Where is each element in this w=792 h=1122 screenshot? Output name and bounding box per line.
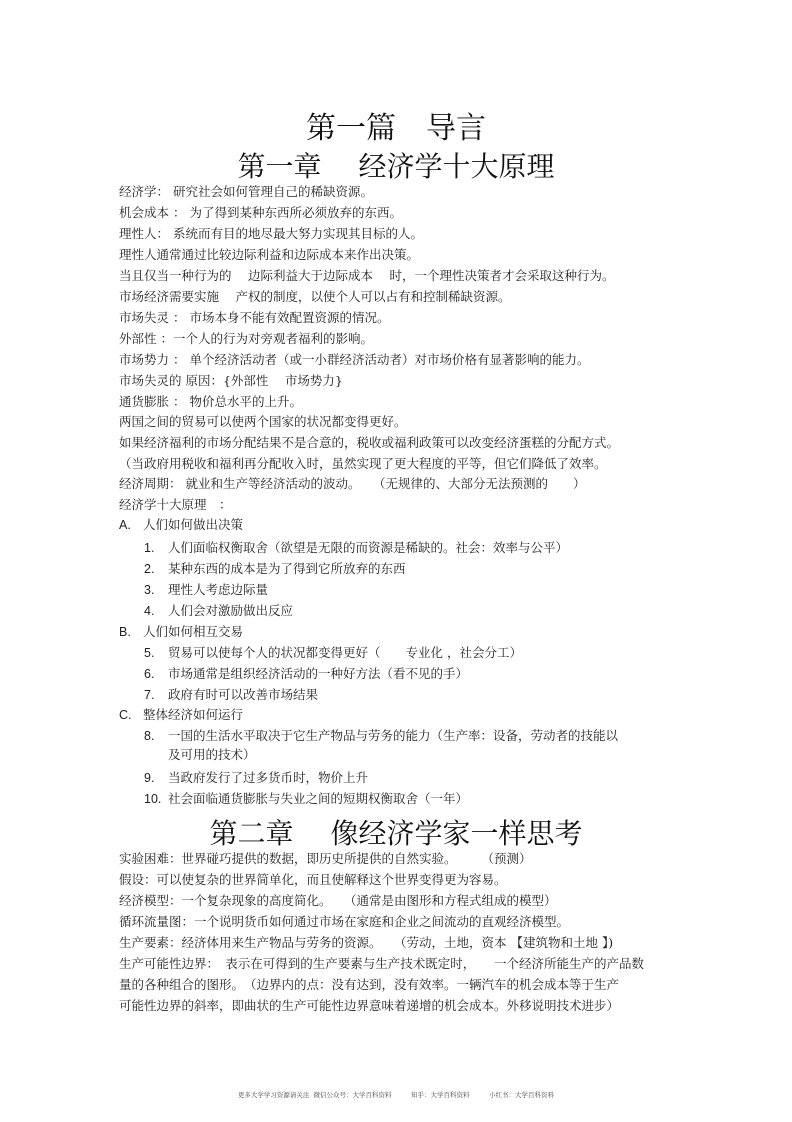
- text-line: 市场经济需要实施 产权的制度，以使个人可以占有和控制稀缺资源。: [119, 289, 511, 304]
- item-text: 某种东西的成本是为了得到它所放弃的东西: [168, 561, 406, 576]
- text-line: 假设：可以使复杂的世界简单化，而且使解释这个世界变得更为容易。: [119, 872, 507, 887]
- list-item: [144, 687, 318, 703]
- list-item: [144, 728, 618, 744]
- text-line: 实验困难：世界碰巧提供的数据，即历史所提供的自然实验。 （预测）: [119, 851, 532, 866]
- list-item: [144, 645, 522, 661]
- item-number: 2.: [144, 562, 155, 576]
- section-letter: B.: [119, 625, 131, 639]
- item-number: 7.: [144, 688, 155, 702]
- text-line: 理性人： 系统而有目的地尽最大努力实现其目标的人。: [119, 226, 423, 241]
- text-line: 经济模型：一个复杂现象的高度简化。 （通常是由图形和方程式组成的模型）: [119, 893, 557, 908]
- text-line: 如果经济福利的市场分配结果不是合意的，税收或福利政策可以改变经济蛋糕的分配方式。: [119, 435, 620, 450]
- chapter-1-title: 第一章 经济学十大原理: [237, 150, 555, 183]
- section-letter: C.: [119, 708, 132, 722]
- list-item: [144, 791, 468, 807]
- item-number: 4.: [144, 604, 155, 618]
- item-text: 贸易可以使每个人的状况都变得更好（ 专业化 ，社会分工）: [168, 645, 522, 660]
- section-title: 整体经济如何运行: [143, 707, 244, 722]
- text-line: 经济周期： 就业和生产等经济活动的波动。 （无规律的、大部分无法预测的 ）: [119, 476, 586, 491]
- item-number: 5.: [144, 646, 155, 660]
- list-item: [144, 561, 406, 577]
- section-heading: [119, 707, 243, 723]
- page-footer: 更多大学学习资源请关注 微信公众号：大学百科资料 知乎：大学百科资料 小红书：大学百科资料: [237, 1091, 555, 1099]
- section-title: 人们如何做出决策: [143, 517, 244, 532]
- section-title: 人们如何相互交易: [143, 624, 244, 639]
- text-line: 两国之间的贸易可以使两个国家的状况都变得更好。: [119, 414, 407, 429]
- text-line: （当政府用税收和福利再分配收入时，虽然实现了更大程度的平等，但它们降低了效率。: [119, 456, 607, 471]
- text-line: 市场失灵的 原因：{外部性 市场势力}: [119, 373, 343, 388]
- text-line: 市场势力 ： 单个经济活动者（或一小群经济活动者）对市场价格有显著影响的能力。: [119, 352, 590, 367]
- item-number: 8.: [144, 729, 155, 743]
- text-line: 量的各种组合的图形。 （边界内的点：没有达到，没有效率。一辆汽车的机会成本等于生产: [119, 977, 620, 992]
- list-item: [144, 582, 268, 598]
- list-item: [144, 666, 468, 682]
- item-text: 政府有时可以改善市场结果: [168, 687, 319, 702]
- text-line: 外部性 ：一个人的行为对旁观者福利的影响。: [119, 331, 373, 346]
- list-item: [144, 540, 568, 556]
- list-item-continuation: 及可用的技术）: [168, 747, 256, 762]
- text-line: 生产可能性边界： 表示在可得到的生产要素与生产技术既定时， 一个经济所能生产的产品数: [119, 956, 645, 971]
- text-line: 生产要素：经济体用来生产物品与劳务的资源。 （劳动，土地，资本 【建筑物和土地 】): [119, 935, 614, 950]
- item-text: 市场通常是组织经济活动的一种好方法（看不见的手）: [168, 666, 469, 681]
- list-item: [144, 770, 368, 786]
- chapter-2-title: 第二章 像经济学家一样思考: [209, 817, 583, 850]
- item-number: 10.: [144, 792, 162, 806]
- text-line: 市场失灵 ： 市场本身不能有效配置资源的情况。: [119, 310, 390, 325]
- item-text: 社会面临通货膨胀与失业之间的短期权衡取舍（一年）: [168, 791, 469, 806]
- item-number: 3.: [144, 583, 155, 597]
- list-item: [144, 603, 293, 619]
- text-line: 通货膨胀 ： 物价总水平的上升。: [119, 394, 302, 409]
- text-line: 可能性边界的斜率，即曲状的生产可能性边界意味着递增的机会成本。外移说明技术进步）: [119, 998, 620, 1013]
- item-number: 1.: [144, 541, 155, 555]
- item-text: 理性人考虑边际量: [168, 582, 269, 597]
- text-line: 当且仅当一种行为的 边际利益大于边际成本 时，一个理性决策者才会采取这种行为。: [119, 268, 615, 283]
- text-line: 经济学十大原理 ：: [119, 497, 232, 512]
- part-title: 第一篇 导言: [306, 111, 486, 146]
- section-letter: A.: [119, 518, 131, 532]
- item-number: 9.: [144, 771, 155, 785]
- text-line: 理性人通常通过比较边际利益和边际成本来作出决策。: [119, 247, 420, 262]
- text-line: 经济学： 研究社会如何管理自己的稀缺资源。: [119, 184, 373, 199]
- section-heading: [119, 624, 243, 640]
- section-heading: [119, 517, 243, 533]
- text-line: 循环流量图：一个说明货币如何通过市场在家庭和企业之间流动的直观经济模型。: [119, 914, 570, 929]
- item-text: 人们面临权衡取舍（欲望是无限的而资源是稀缺的。社会：效率与公平）: [168, 540, 569, 555]
- text-line: 机会成本 ： 为了得到某种东西所必须放弃的东西。: [119, 205, 402, 220]
- item-text: 人们会对激励做出反应: [168, 603, 294, 618]
- item-text: 一国的生活水平取决于它生产物品与劳务的能力（生产率：设备，劳动者的技能以: [168, 728, 619, 743]
- item-text: 当政府发行了过多货币时，物价上升: [168, 770, 369, 785]
- item-number: 6.: [144, 667, 155, 681]
